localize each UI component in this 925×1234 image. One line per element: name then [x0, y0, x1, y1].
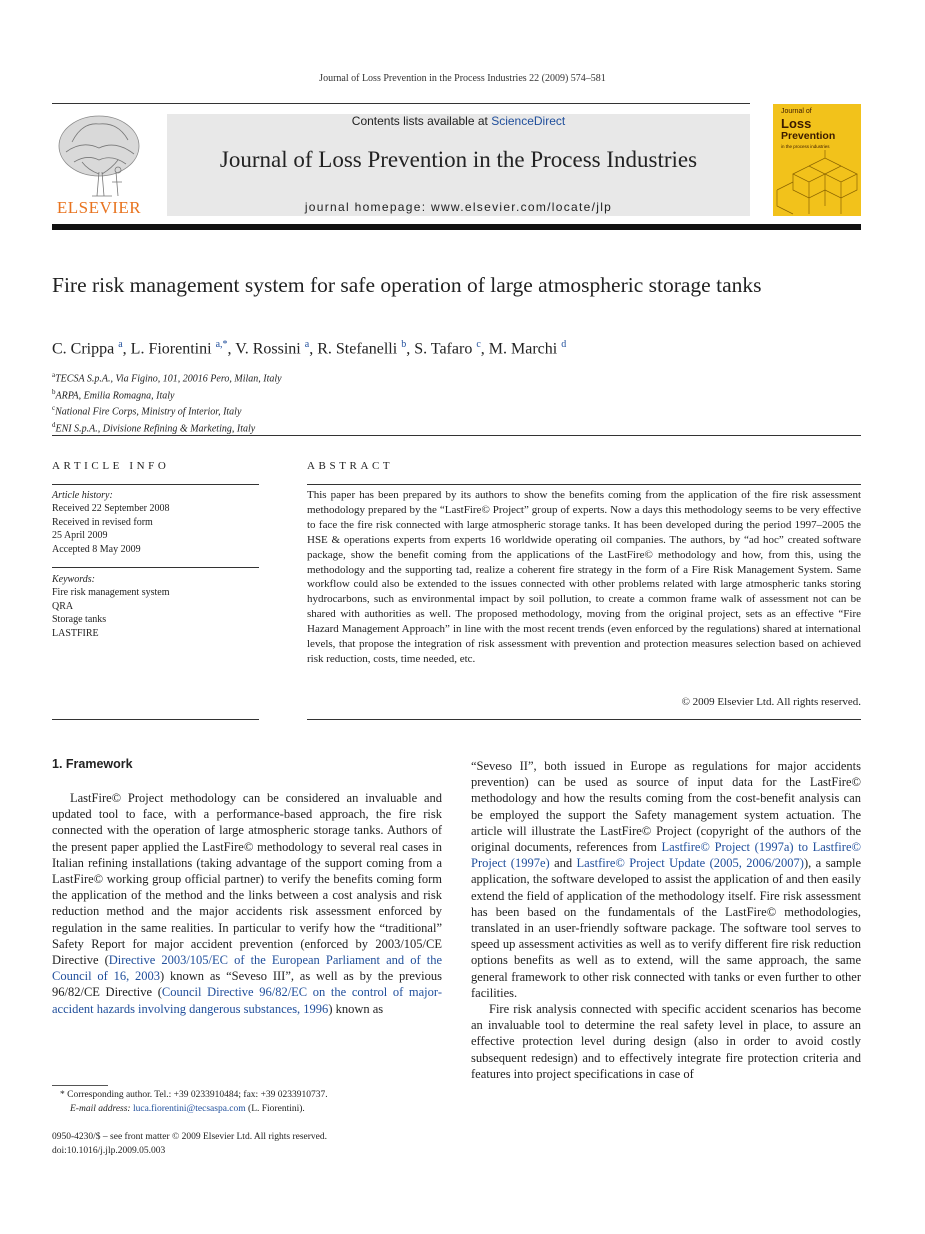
author-affiliation-ref[interactable]: d [561, 339, 567, 350]
keywords [52, 573, 259, 640]
header-thick-rule [52, 224, 861, 230]
history-item: Accepted 8 May 2009 [52, 543, 141, 555]
section-rule [52, 435, 861, 436]
doi-line[interactable]: doi:10.1016/j.jlp.2009.05.003 [52, 1145, 166, 1156]
article-history [52, 489, 259, 556]
abstract-copyright: © 2009 Elsevier Ltd. All rights reserved. [681, 696, 861, 708]
publication-info [52, 1131, 472, 1158]
footnote [52, 1089, 442, 1116]
history-label: Article history: [52, 490, 113, 501]
contents-prefix: Contents lists available at [351, 114, 492, 128]
email-label: E-mail address: [70, 1103, 133, 1114]
author-name: M. Marchi [488, 340, 558, 358]
reference-link[interactable]: Lastfire© Project Update (2005, 2006/2007) [576, 856, 804, 871]
footnote-rule [52, 1085, 108, 1086]
section-heading: 1. Framework [52, 757, 133, 771]
abstract-bottom-rule [307, 719, 861, 720]
article-info-bottom-rule [52, 719, 259, 720]
email-suffix: (L. Fiorentini). [245, 1103, 305, 1114]
abstract-text: This paper has been prepared by its authors to show the benefits coming from the application of the fire risk assessment methodology prepared by the “LastFire© Project” group of experts. Now a days this methodology seems to be very effective to face the fire risk connected with large atmospheric storage tanks. It has been developed during the period 1997–2005 the HSE & operations experts from experts 16 worldwide operating oil companies. The authors, by “ad hoc” created software package, show the benefit coming from the applications of the LastFire© methodology and how, from this, using the methodology and the supporting tad, realize a coherent fire strategy in the form of a Fire Risk Management System. Same workflow could also be extended to the issues connected with other problems related with large atmospheric tanks storing hydrocarbons, such as environmental impact by soil pollution, to create a common frame walk of assessment not can be shared with authorities as well. The proposed methodology, moving from the original project, sets as an effective “Fire Hazard Management Approach” in line with the most recent trends (even enforced by the regulations) shared at international levels, that propose the integration of risk assessment with prevention and protection measures selection based on achieved risk reduction, costs, time needed, etc. [307, 489, 861, 665]
author-affiliation-ref[interactable]: a,* [215, 339, 228, 350]
article-title: Fire risk management system for safe operation of large atmospheric storage tanks [52, 273, 762, 297]
contents-available-line [167, 114, 750, 128]
author-affiliation-ref[interactable]: a [118, 339, 123, 350]
history-item: Received 22 September 2008 [52, 503, 170, 515]
author-affiliation-ref[interactable]: c [476, 339, 481, 350]
history-item: Received in revised form [52, 516, 153, 528]
keywords-label: Keywords: [52, 574, 95, 585]
affiliation-item: $^a$TECSA S.p.A., Via Figino, 101, 20016 Pero, Milan, Italy [52, 371, 282, 385]
author-affiliation-ref[interactable]: a [304, 339, 310, 350]
affiliation-item: $^b$ARPA, Emilia Romagna, Italy [52, 387, 175, 401]
affiliation-item: $^c$National Fire Corps, Ministry of Interior, Italy [52, 404, 242, 418]
journal-cover-thumbnail [773, 104, 861, 216]
article-info-rule [52, 484, 259, 485]
reference-link[interactable]: Lastfire© Project (1997a) to Lastfire© Project (1997e) [471, 840, 861, 871]
history-item: 25 April 2009 [52, 530, 108, 542]
keyword-item: QRA [52, 600, 74, 612]
cover-line-2: Loss [781, 116, 812, 131]
issn-line: 0950-4230/$ – see front matter © 2009 Elsevier Ltd. All rights reserved. [52, 1132, 328, 1142]
keyword-item: Storage tanks [52, 614, 107, 626]
cover-line-3: Prevention [781, 130, 836, 142]
abstract-rule [307, 484, 861, 485]
keywords-rule [52, 567, 259, 568]
header-rule [52, 103, 750, 104]
reference-link[interactable]: Directive 2003/105/EC of the European Parliament and of the Council of 16, 2003 [52, 953, 442, 984]
body-paragraph: LastFire© Project methodology can be considered an invaluable and updated tool to face, with a performance-based approach, the fire risk connected with the operation of large atmospheric storage tanks. Authors of the present paper applied the LastFire© methodology to several real cases in Italian refining installations (taking advantage of the support coming from a LastFire© working group official partner) to verify the benefits coming form the application of the method and the links between a cost analysis and risk reduction method and the major accidents risk assessment enforced by regulation in the same realities. In particular to verify how the “traditional” Safety Report for major accident prevention (enforced by 2003/105/CE Directive (Directive 2003/105/EC of the European Parliament and of the Council of 16, 2003) known as “Seveso III”, as well as by the previous 96/82/CE Directive (Council Directive 96/82/EC on the control of major-accident hazards involving dangerous substances, 1996) known as [52, 791, 443, 1016]
body-paragraph: “Seveso II”, both issued in Europe as regulations for major accidents prevention) can be used as source of input data for the LastFire© methodology and how the results coming from the cost-benefit analysis can be employed the support the Safety management system actuation. The article will illustrate the LastFire© Project (copyright of the authors of the original documents, references from Lastfire© Project (1997a) to Lastfire© Project (1997e) and Lastfire© Project Update (2005, 2006/2007)), a sample application, the software developed to assist the application of and then easily extend the field of application of the methodology itself. Fire risk assessment has been based on the fundamentals of the LastFire© methodologies, translated in an user-friendly software package. The software tool serves to speed up assessment activities as well as to verify different fire risk reduction options benefits as well as to extend, will the same approach, the same general framework to other risk connected with tanks or even further to other facilities. [471, 759, 861, 1000]
affiliations [52, 369, 861, 436]
keyword-item: Fire risk management system [52, 587, 170, 599]
email-link[interactable]: luca.fiorentini@tecsaspa.com [132, 1103, 246, 1114]
journal-homepage[interactable]: journal homepage: www.elsevier.com/locate/jlp [304, 200, 613, 214]
cover-line-4: in the process industries [781, 144, 830, 149]
author-name: S. Tafaro [414, 340, 473, 358]
author-affiliation-ref[interactable]: b [401, 339, 407, 350]
author-name: V. Rossini [235, 340, 301, 358]
author-name: L. Fiorentini [130, 340, 212, 358]
cover-line-1: Journal of [781, 108, 812, 115]
keyword-item: LASTFIRE [52, 627, 99, 639]
publisher-wordmark: ELSEVIER [56, 198, 142, 217]
journal-citation: Journal of Loss Prevention in the Process Industries 22 (2009) 574–581 [319, 73, 606, 84]
corresponding-author-note: * Corresponding author. Tel.: +39 0233910484; fax: +39 0233910737. [60, 1090, 328, 1100]
author-name: R. Stefanelli [317, 340, 398, 358]
author-list: C. Crippa $^a$, L. Fiorentini $^{a,*}$, V. Rossini $^a$, R. Stefanelli $^b$, S. Tafaro $^c$, M. Marchi $^d$ [52, 339, 567, 358]
body-paragraph: Fire risk analysis connected with specific accident scenarios has become an invaluable tool to determine the real safety level in place, to assure an effective protection level during design (also in order to avoid costly subsequent redesign) and to effectively integrate fire protection criteria and features into project specifications in case of [471, 1002, 861, 1081]
body-right-column [471, 758, 861, 1082]
sciencedirect-link[interactable]: ScienceDirect [491, 114, 566, 128]
article-info-heading: ARTICLE INFO [52, 460, 170, 472]
body-left-column [52, 790, 442, 1017]
author-name: C. Crippa [52, 340, 115, 358]
journal-title: Journal of Loss Prevention in the Process Industries [219, 147, 698, 172]
reference-link[interactable]: Council Directive 96/82/EC on the control of major-accident hazards involving dangerous substances, 1996 [52, 985, 442, 1016]
abstract-heading: ABSTRACT [307, 460, 394, 472]
affiliation-item: $^d$ENI S.p.A., Divisione Refining & Marketing, Italy [52, 420, 256, 435]
